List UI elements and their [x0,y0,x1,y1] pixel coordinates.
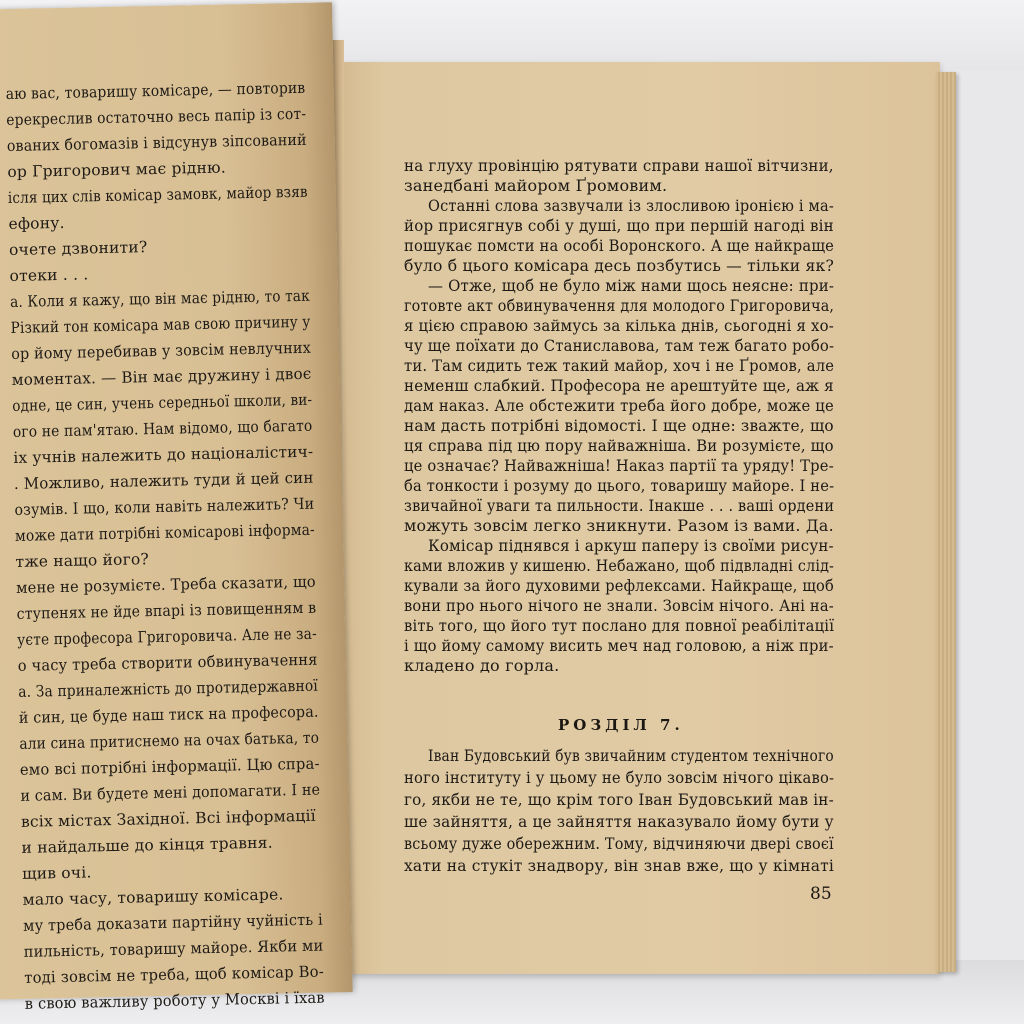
text-line: емо всі потрібні інформації. Цю спра- [19,754,320,779]
text-line: було б цього комісара десь позбутись — тільки як? [404,256,835,275]
text-line: іх учнів належить до націоналістич- [13,442,314,467]
text-line: в свою важливу роботу у Москві і їхав [24,988,325,1013]
text-line: мене не розумієте. Треба сказати, що [15,572,316,597]
text-line: уєте професора Григоровича. Але не за- [17,624,317,649]
text-line: всьому дуже обережним. Тому, відчиняючи двері своєї [404,834,834,853]
text-line: ор Григорович має рідню. [7,158,227,182]
text-line: очете дзвонити? [8,238,148,260]
text-line: пошукає помсти на особі Воронского. А ще найкраще [404,236,835,255]
page-number: 85 [810,884,832,904]
text-line: ба тонкости і розуму до цього, товаришу майоре. І не- [404,476,835,495]
text-line: ного інституту і у цьому не було зовсім нічого цікаво- [404,768,835,787]
text-line: озумів. І що, коли навіть належить? Чи [14,494,315,519]
text-line: і що йому самому висить меч над головою, а ніж при- [404,636,834,655]
text-line: ор йому перебивав у зовсім невлучних [11,338,312,364]
text-line: али сина притиснемо на очах батька, то [19,728,320,753]
text-line: ступенях не йде впарі із повищенням в [16,598,317,623]
text-line: готовте акт обвинувачення для молодого Григоровича, [404,296,835,315]
text-line: я цією справою займусь за кілька днів, сьогодні я хо- [404,316,834,335]
text-line: хати на стукіт знадвору, він знав вже, що у кімнаті [404,856,835,875]
text-line: ого не пам'ятаю. Нам відомо, що багато [12,416,313,441]
text-line: го, якби не те, що крім того Іван Будовський мав ін- [404,790,834,809]
text-line: ти. Там сидить теж такий майор, хоч і не Ґромов, але [404,356,835,375]
text-line: дам наказ. Але обстежити треба його добре, може це [404,396,834,415]
text-line: чу ще поїхати до Станиславова, там теж багато робо- [404,336,835,355]
text-line: ерекреслив остаточно весь папір із сот- [6,104,307,130]
text-line: ше зайняття, а це зайняття наказувало йому бути у [404,812,834,831]
chapter-heading: РОЗДІЛ 7. [558,716,684,734]
text-line: можуть зовсім легко зникнути. Разом із вами. Да. [404,516,834,535]
text-line: моментах. — Він має дружину і двоє [11,364,312,389]
text-line: Іван Будовський був звичайним студентом технічного [428,746,834,765]
text-line: тже нащо його? [15,550,150,571]
text-line: и найдальше до кінця травня. [21,833,273,857]
text-line: ісля цих слів комісар замовк, майор взяв [7,182,308,208]
text-line: неменш слабкий. Професора не арештуйте ще, аж я [404,376,834,395]
text-line: йор присягнув собі у душі, що при першій нагоді він [404,216,834,235]
text-line: отеки . . . [9,265,89,286]
text-line: одне, це син, учень середньої школи, ви- [12,390,313,415]
text-line: а. За приналежність до протидержавної [18,676,319,701]
text-line: вони про нього нічого не знали. Зовсім нічого. Ані на- [404,596,834,615]
text-line: му треба доказати партійну чуйність і [23,910,324,935]
text-line: кували за його духовими рефлексами. Найкраще, щоб [404,576,834,595]
text-line: ованих богомазів і відсунув зіпсований [6,130,307,156]
page-edges [936,72,956,972]
text-line: нам дасть потрібні відомості. І ще одне: зважте, що [404,416,834,435]
text-line: віть того, що його тут послано для повної реабілітації [404,616,835,635]
text-line: пильність, товаришу майоре. Якби ми [23,936,324,961]
text-line: кладено до горла. [404,656,560,675]
text-line: ця справа під цю пору найважніша. Ви розумієте, що [404,436,834,455]
text-line: а. Коли я кажу, що він має рідню, то так [9,286,310,312]
left-page [0,2,353,1013]
text-line: и сам. Ви будете мені допомагати. І не [20,780,321,805]
text-line: аю вас, товаришу комісаре, — повторив [5,78,306,104]
text-line: ефону. [8,213,65,234]
text-line: щив очі. [21,863,92,883]
text-line: мало часу, товаришу комісаре. [22,885,284,909]
text-line: Різкий тон комісара мав свою причину у [10,312,311,338]
text-line: Останні слова зазвучали із злосливою іронією і ма- [428,196,834,215]
text-line: й син, це буде наш тиск на професора. [18,702,319,727]
text-line: . Можливо, належить туди й цей син [13,468,314,493]
text-line: о часу треба створити обвинувачення [17,650,318,675]
text-line: всіх містах Західної. Всі інформації [20,806,316,831]
text-line: тоді зовсім не треба, щоб комісар Во- [24,962,325,987]
text-line: це означає? Найважніша! Наказ партії та уряду! Тре- [404,456,834,475]
text-line: звичайної уваги та пильности. Інакше . . . ваші ордени [404,496,835,515]
text-line: Комісар піднявся і аркуш паперу із своїми рисун- [428,536,834,555]
text-line: ками вложив у кишеню. Небажано, щоб підвладні слід- [404,556,835,575]
text-line: на глуху провінцію рятувати справи нашої вітчизни, [404,156,834,175]
text-line: занедбані майором Ґромовим. [404,176,668,195]
text-line: може дати потрібні комісарові інформа- [14,520,315,545]
text-line: — Отже, щоб не було між нами щось неясне: при- [428,276,835,295]
